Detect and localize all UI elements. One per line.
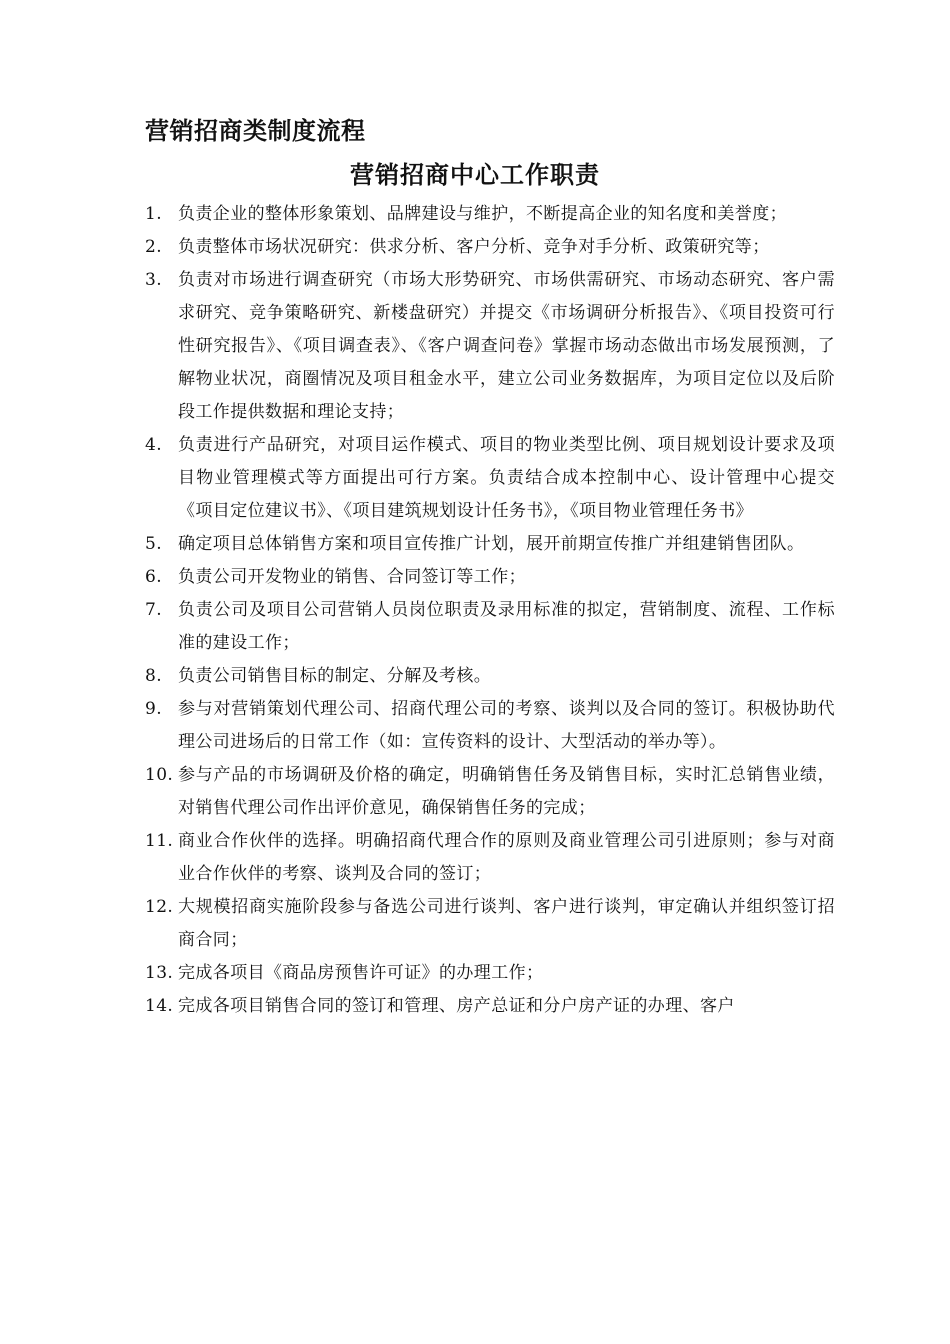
list-item-number: 5. bbox=[145, 534, 163, 554]
list-item-number: 11. bbox=[145, 831, 174, 851]
list-item-number: 8. bbox=[145, 666, 163, 686]
list-item-text: 负责公司销售目标的制定、分解及考核。 bbox=[178, 666, 492, 686]
list-item-text: 负责企业的整体形象策划、品牌建设与维护，不断提高企业的知名度和美誉度； bbox=[178, 204, 787, 224]
list-item-number: 6. bbox=[145, 567, 163, 587]
list-item bbox=[145, 957, 835, 990]
list-item-number: 12. bbox=[145, 897, 174, 917]
list-item bbox=[145, 198, 835, 231]
list-item-number: 3. bbox=[145, 270, 163, 290]
list-item bbox=[145, 429, 835, 528]
list-item bbox=[145, 660, 835, 693]
list-item-text: 完成各项目《商品房预售许可证》的办理工作； bbox=[178, 963, 544, 983]
list-item-text: 参与产品的市场调研及价格的确定，明确销售任务及销售目标，实时汇总销售业绩，对销售代理公司作出评价意见，确保销售任务的完成； bbox=[178, 765, 835, 818]
list-item-text: 大规模招商实施阶段参与备选公司进行谈判、客户进行谈判，审定确认并组织签订招商合同； bbox=[178, 897, 835, 950]
list-item bbox=[145, 528, 835, 561]
list-item bbox=[145, 561, 835, 594]
list-item bbox=[145, 693, 835, 759]
list-item-text: 参与对营销策划代理公司、招商代理公司的考察、谈判以及合同的签订。积极协助代理公司进场后的日常工作（如：宣传资料的设计、大型活动的举办等）。 bbox=[178, 699, 835, 752]
list-item-number: 7. bbox=[145, 600, 163, 620]
list-item bbox=[145, 891, 835, 957]
responsibility-list bbox=[145, 198, 835, 1023]
list-item-number: 9. bbox=[145, 699, 163, 719]
list-item-text: 负责对市场进行调查研究（市场大形势研究、市场供需研究、市场动态研究、客户需求研究、竞争策略研究、新楼盘研究）并提交《市场调研分析报告》、《项目投资可行性研究报告》、《项目调查表》、《客户调查问卷》掌握市场动态做出市场发展预测，了解物业状况，商圈情况及项目租金水平，建立公司业务数据库，为项目定位以及后阶段工作提供数据和理论支持； bbox=[178, 270, 835, 422]
list-item-number: 10. bbox=[145, 765, 174, 785]
section-title: 营销招商类制度流程 bbox=[145, 117, 366, 145]
list-item-number: 13. bbox=[145, 963, 174, 983]
list-item bbox=[145, 825, 835, 891]
list-item-text: 完成各项目销售合同的签订和管理、房产总证和分户房产证的办理、客户 bbox=[178, 996, 735, 1016]
list-item-number: 2. bbox=[145, 237, 163, 257]
list-item-text: 商业合作伙伴的选择。明确招商代理合作的原则及商业管理公司引进原则；参与对商业合作伙伴的考察、谈判及合同的签订； bbox=[178, 831, 835, 884]
list-item-text: 负责公司开发物业的销售、合同签订等工作； bbox=[178, 567, 526, 587]
list-item-number: 14. bbox=[145, 996, 174, 1016]
list-item-text: 负责进行产品研究，对项目运作模式、项目的物业类型比例、项目规划设计要求及项目物业管理模式等方面提出可行方案。负责结合成本控制中心、设计管理中心提交《项目定位建议书》、《项目建筑规划设计任务书》，《项目物业管理任务书》 bbox=[178, 435, 835, 521]
list-item bbox=[145, 231, 835, 264]
document-title: 营销招商中心工作职责 bbox=[350, 161, 600, 189]
list-item bbox=[145, 264, 835, 429]
list-item-number: 4. bbox=[145, 435, 163, 455]
list-item bbox=[145, 990, 835, 1023]
list-item bbox=[145, 594, 835, 660]
list-item-text: 负责公司及项目公司营销人员岗位职责及录用标准的拟定，营销制度、流程、工作标准的建设工作； bbox=[178, 600, 835, 653]
list-item-number: 1. bbox=[145, 204, 163, 224]
list-item-text: 确定项目总体销售方案和项目宣传推广计划，展开前期宣传推广并组建销售团队。 bbox=[178, 534, 805, 554]
list-item bbox=[145, 759, 835, 825]
list-item-text: 负责整体市场状况研究：供求分析、客户分析、竞争对手分析、政策研究等； bbox=[178, 237, 770, 257]
